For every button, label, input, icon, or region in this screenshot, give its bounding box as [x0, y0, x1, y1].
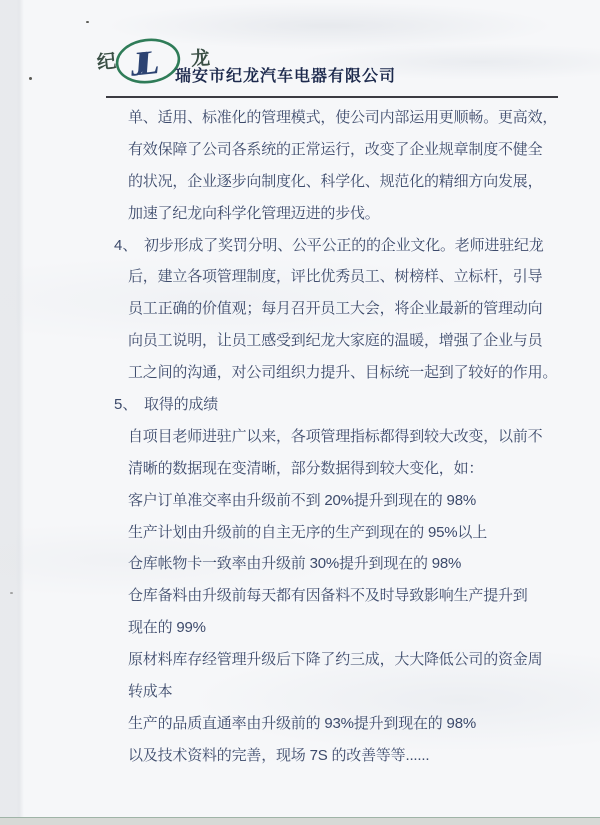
text-line — [128, 580, 568, 612]
text-line — [128, 548, 568, 580]
text-line — [128, 644, 568, 676]
list-number: 5、 — [114, 396, 138, 414]
text-line — [128, 357, 568, 389]
scan-speck — [86, 21, 89, 23]
line-text: 以及技术资料的完善，现场 7S 的改善等等...... — [128, 746, 430, 764]
text-line — [128, 261, 568, 293]
line-text: 取得的成绩 — [144, 396, 219, 414]
line-text: 转成本 — [128, 683, 173, 701]
text-line — [128, 676, 568, 708]
line-text: 清晰的数据现在变清晰，部分数据得到较大变化，如： — [128, 459, 484, 477]
header-rule — [106, 96, 558, 98]
line-text: 员工正确的价值观；每月召开员工大会，将企业最新的管理动向 — [128, 300, 543, 318]
text-line — [128, 612, 568, 644]
line-text: 的状况，企业逐步向制度化、科学化、规范化的精细方向发展， — [128, 172, 543, 190]
line-text: 工之间的沟通，对公司组织力提升、目标统一起到了较好的作用。 — [128, 364, 558, 382]
text-line — [128, 166, 568, 198]
text-line — [128, 293, 568, 325]
line-text: 有效保障了公司各系统的正常运行，改变了企业规章制度不健全 — [128, 140, 543, 158]
line-text: 现在的 99% — [128, 619, 206, 637]
text-line — [128, 325, 568, 357]
company-name: 瑞安市纪龙汽车电器有限公司 — [175, 68, 397, 85]
logo-monogram: JL — [128, 44, 152, 84]
text-line — [128, 453, 568, 485]
line-text: 单、适用、标准化的管理模式，使公司内部运用更顺畅。更高效， — [128, 109, 558, 126]
scan-speck — [10, 592, 13, 594]
line-text: 加速了纪龙向科学化管理迈进的步伐。 — [128, 204, 380, 222]
logo-right-char: 龙 — [190, 47, 211, 71]
text-line — [128, 102, 568, 134]
logo-left-char: 纪 — [96, 51, 118, 74]
line-text: 后，建立各项管理制度，评比优秀员工、树榜样、立标杆，引导 — [128, 268, 543, 286]
scanner-bed — [0, 818, 600, 825]
text-line — [128, 485, 568, 517]
line-text: 自项目老师进驻广以来，各项管理指标都得到较大改变，以前不 — [128, 427, 543, 445]
text-line — [128, 517, 568, 549]
line-text: 仓库备料由升级前每天都有因备料不及时导致影响生产提升到 — [128, 587, 528, 605]
document-body — [114, 102, 568, 772]
text-line — [114, 389, 568, 421]
text-line — [128, 198, 568, 230]
line-text: 客户订单准交率由升级前不到 20%提升到现在的 98% — [128, 491, 476, 509]
text-line — [128, 708, 568, 740]
line-text: 初步形成了奖罚分明、公平公正的的企业文化。老师进驻纪龙 — [144, 236, 544, 254]
line-text: 原材料库存经管理升级后下降了约三成，大大降低公司的资金周 — [128, 651, 543, 669]
text-line — [114, 230, 568, 262]
line-text: 向员工说明，让员工感受到纪龙大家庭的温暖，增强了企业与员 — [128, 332, 543, 350]
scan-speck — [29, 77, 32, 80]
text-line — [128, 740, 568, 772]
line-text: 仓库帐物卡一致率由升级前 30%提升到现在的 98% — [128, 555, 462, 573]
line-text: 生产计划由升级前的自主无序的生产到现在的 95%以上 — [128, 523, 487, 541]
list-number: 4、 — [114, 236, 138, 254]
line-text: 生产的品质直通率由升级前的 93%提升到现在的 98% — [128, 714, 476, 732]
text-line — [128, 134, 568, 166]
text-line — [128, 421, 568, 453]
